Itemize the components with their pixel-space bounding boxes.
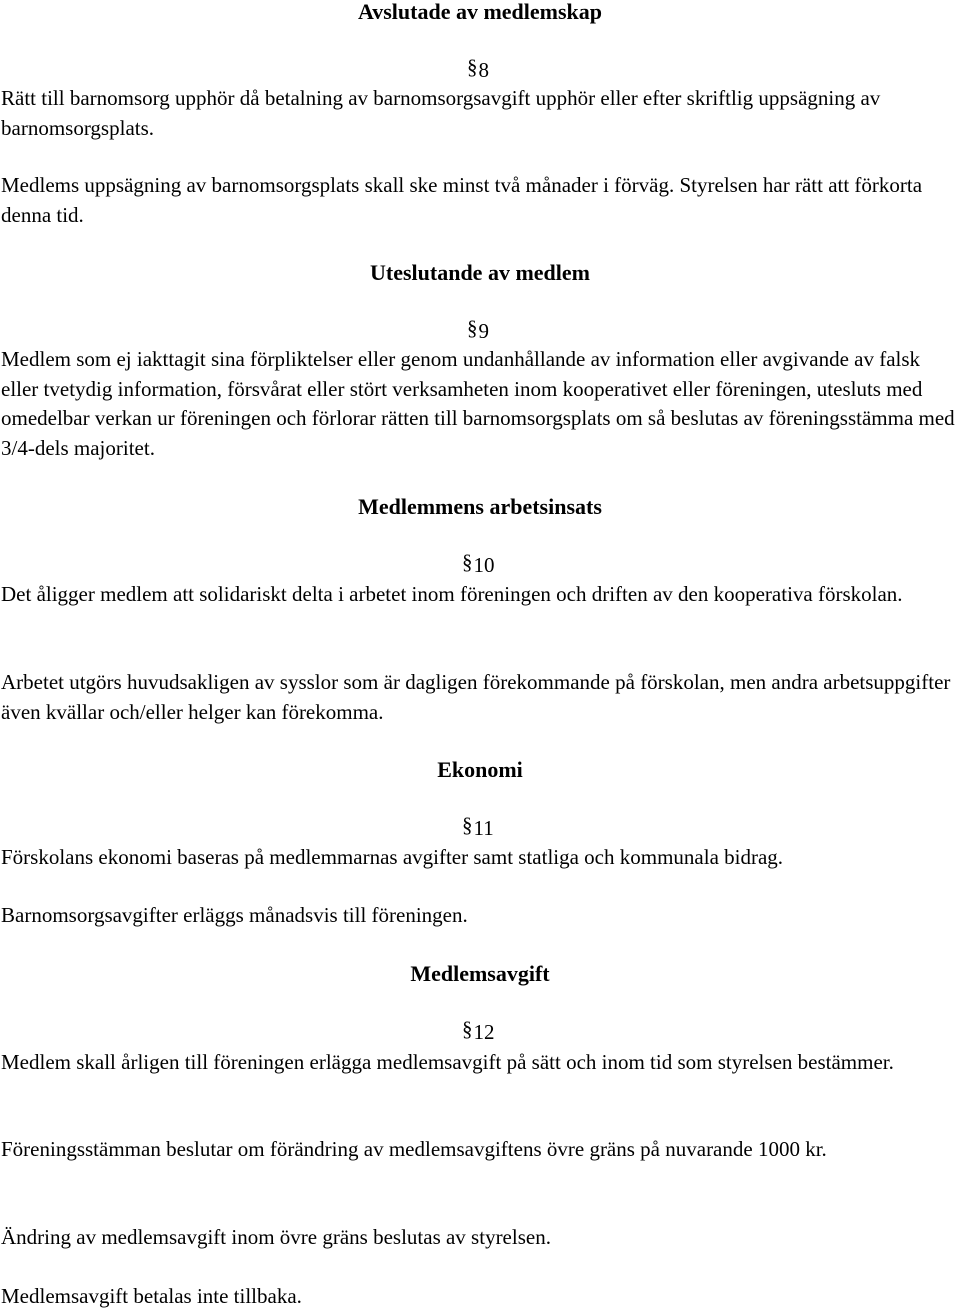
section-sign-icon: § — [467, 55, 478, 79]
section-heading: Medlemsavgift — [410, 961, 550, 986]
paragraph: Medlems uppsägning av barnomsorgsplats skall ske minst två månader i förväg. Styrelsen har rätt att förkorta denna tid. — [1, 173, 923, 227]
paragraph: Rätt till barnomsorg upphör då betalning av barnomsorgsavgift upphör eller efter skriftlig uppsägning av barnomsorgsplats. — [1, 86, 881, 140]
paragraph: Medlem som ej iakttagit sina förpliktelser eller genom undanhållande av information eller avgivande av falsk eller tvetydig information, försvårat eller stört verksamheten inom kooperativet eller föreningen, utesluts med omedelbar verkan ur föreningen och förlorar rätten till barnomsorgsplats om så beslutas av föreningsstämma med 3/4-dels majoritet. — [1, 347, 955, 460]
section-heading: Ekonomi — [437, 757, 523, 782]
section-heading: Medlemmens arbetsinsats — [358, 494, 602, 519]
section-number — [462, 1017, 495, 1044]
section-number-value: 9 — [478, 319, 489, 343]
section-number-value: 12 — [473, 1020, 495, 1044]
section-sign-icon: § — [462, 813, 473, 837]
paragraph: Arbetet utgörs huvudsakligen av sysslor som är dagligen förekommande på förskolan, men andra arbetsuppgifter även kvällar och/eller helger kan förekomma. — [1, 670, 951, 724]
section-heading: Uteslutande av medlem — [370, 260, 590, 285]
section-sign-icon: § — [462, 1017, 473, 1041]
paragraph: Det åligger medlem att solidariskt delta i arbetet inom föreningen och driften av den kooperativa förskolan. — [1, 582, 903, 606]
section-sign-icon: § — [467, 316, 478, 340]
paragraph: Medlemsavgift betalas inte tillbaka. — [1, 1284, 302, 1308]
section-number-value: 10 — [473, 553, 495, 577]
section-number — [462, 813, 494, 840]
section-heading: Avslutade av medlemskap — [357, 0, 603, 24]
section-sign-icon: § — [462, 550, 473, 574]
paragraph: Föreningsstämman beslutar om förändring av medlemsavgiftens övre gräns på nuvarande 1000 kr. — [1, 1137, 827, 1161]
paragraph: Medlem skall årligen till föreningen erlägga medlemsavgift på sätt och inom tid som styrelsen bestämmer. — [1, 1050, 894, 1074]
paragraph: Barnomsorgsavgifter erläggs månadsvis till föreningen. — [1, 903, 468, 927]
section-number — [462, 550, 495, 577]
section-number — [467, 55, 489, 82]
section-number-value: 11 — [473, 816, 494, 840]
paragraph: Förskolans ekonomi baseras på medlemmarnas avgifter samt statliga och kommunala bidrag. — [1, 845, 784, 869]
section-number — [467, 316, 489, 343]
paragraph: Ändring av medlemsavgift inom övre gräns beslutas av styrelsen. — [1, 1225, 551, 1249]
section-number-value: 8 — [478, 58, 489, 82]
